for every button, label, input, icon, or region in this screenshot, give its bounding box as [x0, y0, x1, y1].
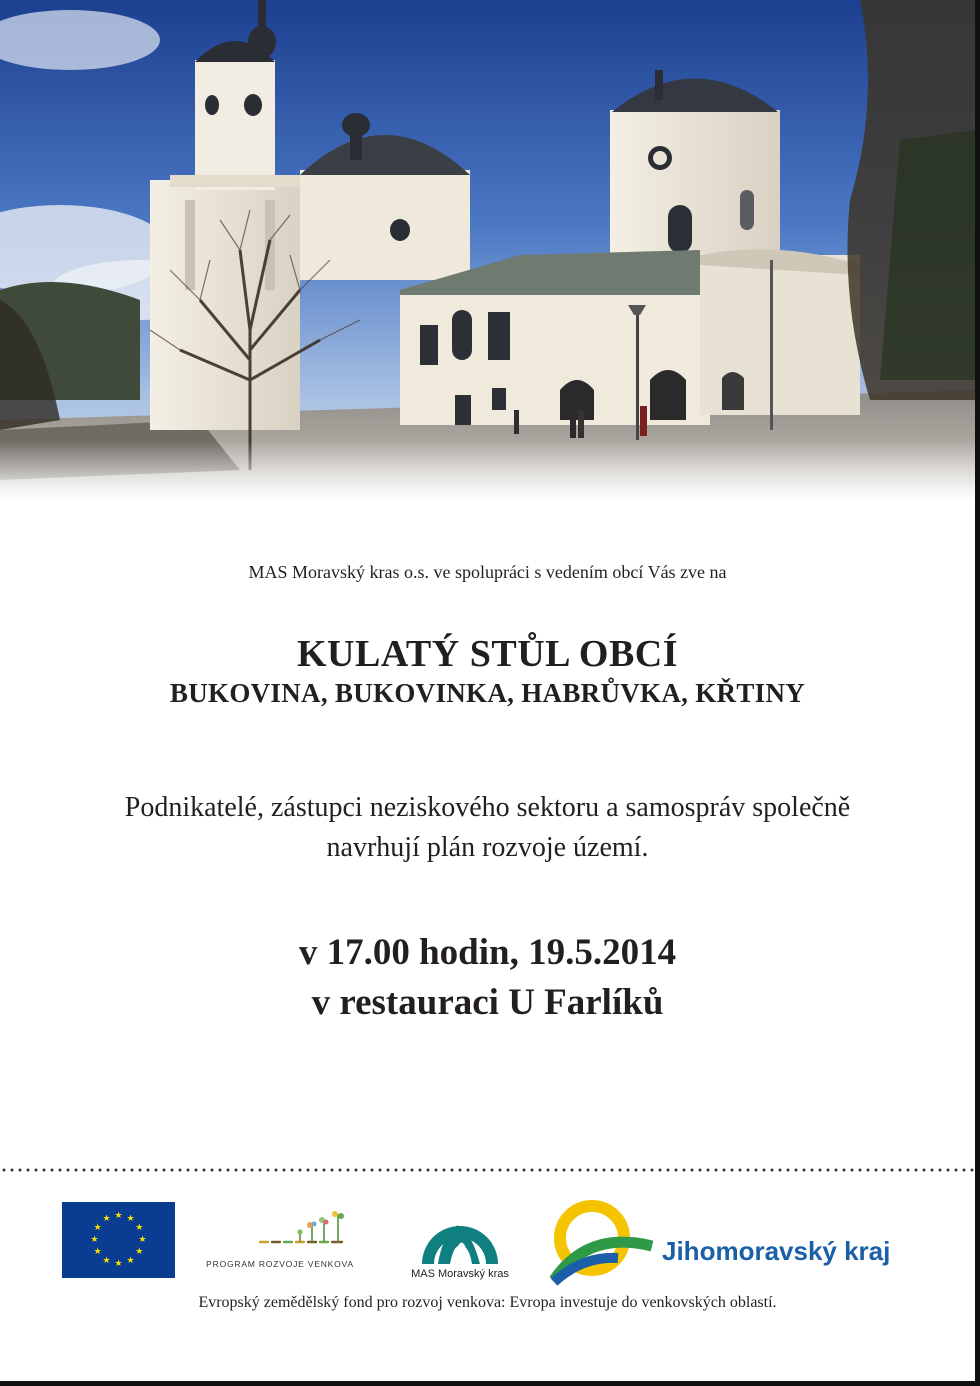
- page-shadow-bottom: [0, 1381, 980, 1386]
- svg-text:★: ★: [93, 1223, 102, 1233]
- invite-line: MAS Moravský kras o.s. ve spolupráci s vedením obcí Vás zve na: [248, 562, 727, 582]
- sprouts-icon: [200, 1208, 360, 1256]
- description: [0, 788, 975, 868]
- description-line-1: Podnikatelé, zástupci neziskového sektoru a samospráv společně: [124, 792, 851, 823]
- jmk-label: Jihomoravský kraj: [662, 1236, 891, 1266]
- footer-note: Evropský zemědělský fond pro rozvoj venkova: Evropa investuje do venkovských oblastí.: [198, 1294, 777, 1311]
- svg-text:★: ★: [135, 1223, 144, 1233]
- jmk-emblem-icon: [548, 1200, 658, 1286]
- mas-label: MAS Moravský kras: [411, 1268, 509, 1280]
- svg-text:★: ★: [126, 1214, 135, 1225]
- svg-text:★: ★: [114, 1211, 123, 1221]
- prv-logo: [200, 1208, 360, 1278]
- dotted-divider: [0, 1168, 975, 1172]
- svg-text:★: ★: [90, 1235, 99, 1245]
- svg-text:★: ★: [102, 1214, 111, 1225]
- event-place: v restauraci U Farlíků: [311, 982, 664, 1023]
- eu-flag-logo: [62, 1202, 175, 1278]
- church-photo: [0, 0, 975, 500]
- prv-label: PROGRAM ROZVOJE VENKOVA: [206, 1259, 354, 1269]
- svg-text:★: ★: [102, 1255, 111, 1266]
- mas-emblem-icon: [400, 1198, 520, 1268]
- svg-text:★: ★: [126, 1255, 135, 1266]
- jmk-logo: [548, 1200, 928, 1286]
- svg-text:★: ★: [138, 1235, 147, 1245]
- svg-text:★: ★: [135, 1247, 144, 1257]
- svg-text:★: ★: [93, 1247, 102, 1257]
- mas-logo: [400, 1198, 520, 1284]
- svg-text:★: ★: [114, 1259, 123, 1269]
- event-title: KULATÝ STŮL OBCÍ: [296, 633, 679, 675]
- page-shadow-right: [975, 0, 980, 1386]
- event-details: [0, 928, 975, 1028]
- event-subtitle: BUKOVINA, BUKOVINKA, HABRŮVKA, KŘTINY: [169, 678, 806, 708]
- event-time-date: v 17.00 hodin, 19.5.2014: [298, 932, 677, 973]
- description-line-2: navrhují plán rozvoje území.: [326, 832, 649, 863]
- eu-stars-icon: [62, 1202, 175, 1278]
